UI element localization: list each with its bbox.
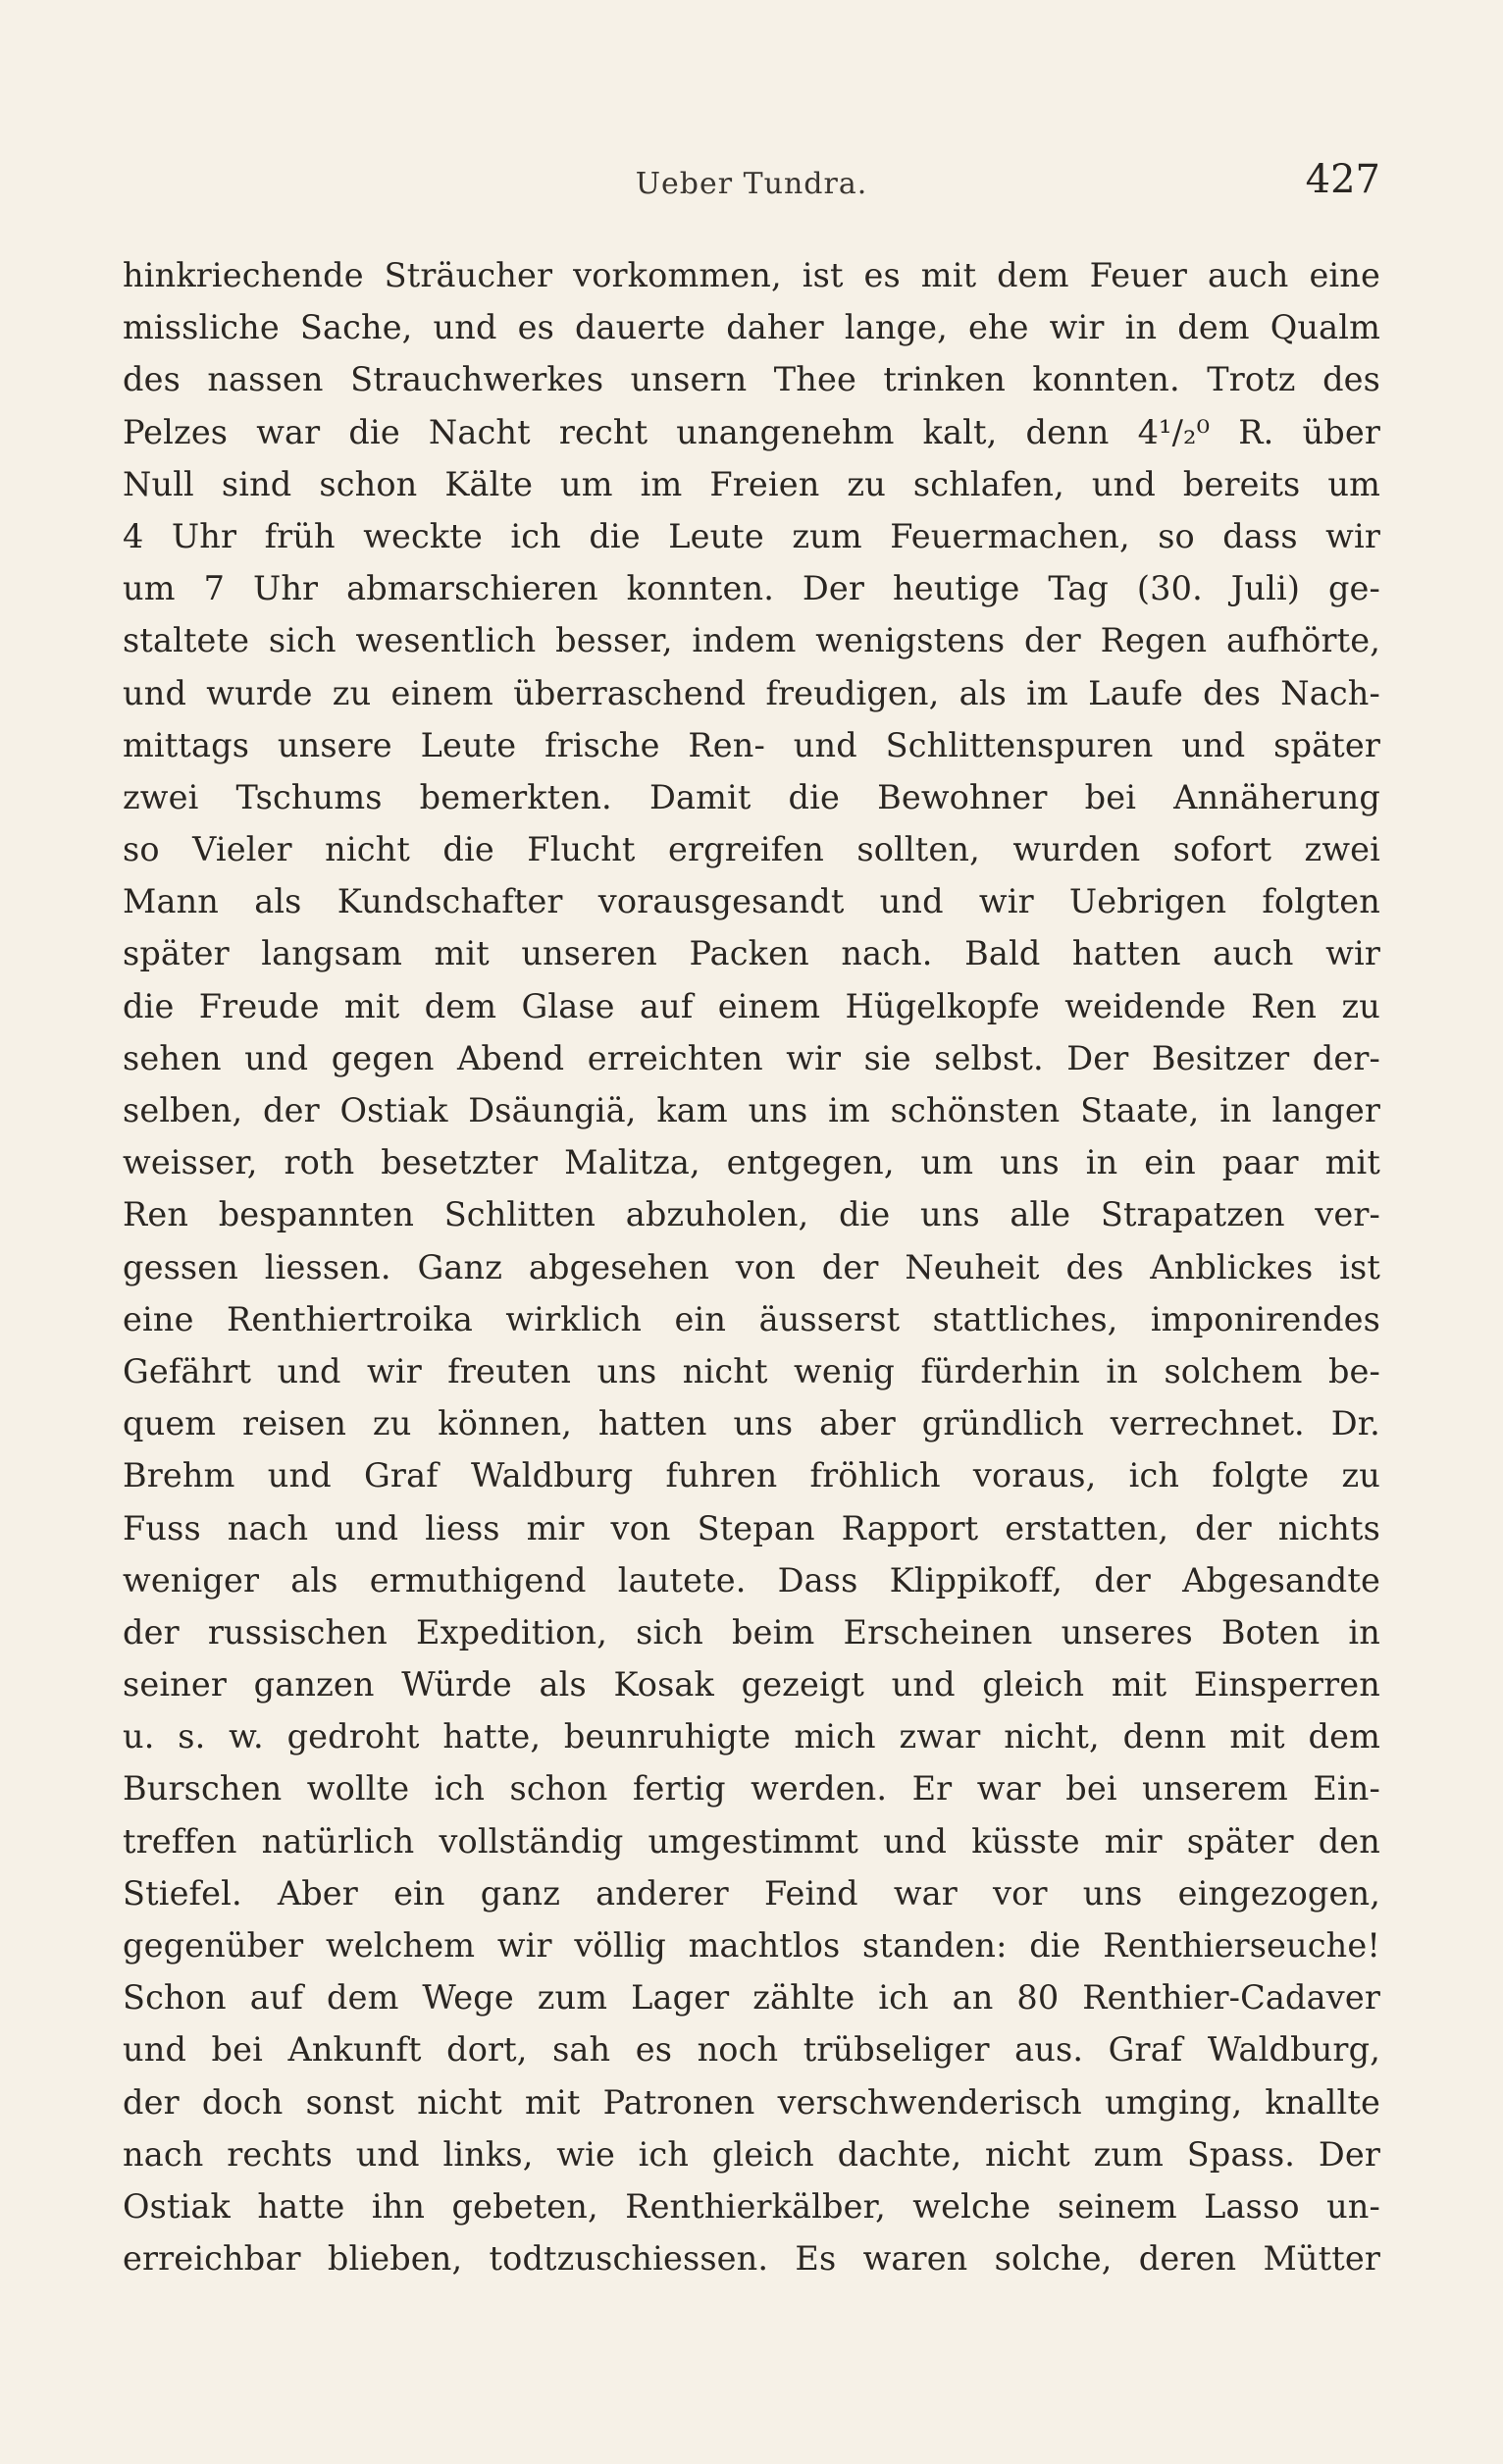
text-line: selben, der Ostiak Dsäungiä, kam uns im schönsten Staate, in langer [123, 1091, 1380, 1129]
text-line: Burschen wollte ich schon fertig werden. Er war bei unserem Ein- [123, 1769, 1380, 1809]
page-header [123, 157, 1380, 206]
text-line: gessen liessen. Ganz abgesehen von der Neuheit des Anblickes ist [123, 1247, 1380, 1286]
body-text [123, 249, 1380, 2284]
text-line: missliche Sache, und es dauerte daher lange, ehe wir in dem Qualm [123, 308, 1380, 347]
text-line: mittags unsere Leute frische Ren- und Schlittenspuren und später [123, 725, 1380, 764]
text-line: weniger als ermuthigend lautete. Dass Klippikoff, der Abgesandte [123, 1560, 1380, 1599]
page-number: 427 [1305, 157, 1380, 202]
text-line: gegenüber welchem wir völlig machtlos standen: die Renthierseuche! [123, 1926, 1380, 1965]
text-line: treffen natürlich vollständig umgestimmt und küsste mir später den [123, 1821, 1380, 1861]
text-line: nach rechts und links, wie ich gleich dachte, nicht zum Spass. Der [123, 2134, 1380, 2174]
text-line: um 7 Uhr abmarschieren konnten. Der heutige Tag (30. Juli) ge- [123, 569, 1380, 608]
text-line: u. s. w. gedroht hatte, beunruhigte mich zwar nicht, denn mit dem [123, 1717, 1380, 1756]
text-line: Ostiak hatte ihn gebeten, Renthierkälber, welche seinem Lasso un- [123, 2186, 1380, 2226]
text-line: Null sind schon Kälte um im Freien zu schlafen, und bereits um [123, 464, 1380, 503]
text-line: später langsam mit unseren Packen nach. Bald hatten auch wir [123, 934, 1380, 973]
text-line: Pelzes war die Nacht recht unangenehm kalt, denn 4¹/₂⁰ R. über [123, 412, 1380, 451]
text-line: sehen und gegen Abend erreichten wir sie selbst. Der Besitzer der- [123, 1038, 1380, 1077]
running-title: Ueber Tundra. [635, 167, 868, 201]
text-line: Mann als Kundschafter vorausgesandt und wir Uebrigen folgten [123, 882, 1380, 921]
text-line: Schon auf dem Wege zum Lager zählte ich an 80 Renthier-Cadaver [123, 1978, 1380, 2018]
text-line: der russischen Expedition, sich beim Erscheinen unseres Boten in [123, 1612, 1380, 1651]
text-line: der doch sonst nicht mit Patronen verschwenderisch umging, knallte [123, 2082, 1380, 2122]
text-line: hinkriechende Sträucher vorkommen, ist es mit dem Feuer auch eine [123, 256, 1380, 294]
text-line: quem reisen zu können, hatten uns aber gründlich verrechnet. Dr. [123, 1404, 1380, 1443]
text-line: die Freude mit dem Glase auf einem Hügelkopfe weidende Ren zu [123, 986, 1380, 1025]
text-line: seiner ganzen Würde als Kosak gezeigt und gleich mit Einsperren [123, 1665, 1380, 1704]
text-line: Gefährt und wir freuten uns nicht wenig fürderhin in solchem be- [123, 1351, 1380, 1390]
text-line: weisser, roth besetzter Malitza, entgegen, um uns in ein paar mit [123, 1143, 1380, 1182]
text-line: Fuss nach und liess mir von Stepan Rapport erstatten, der nichts [123, 1508, 1380, 1547]
text-line: zwei Tschums bemerkten. Damit die Bewohner bei Annäherung [123, 777, 1380, 816]
text-line: eine Renthiertroika wirklich ein äusserst stattliches, imponirendes [123, 1299, 1380, 1338]
text-line: des nassen Strauchwerkes unsern Thee trinken konnten. Trotz des [123, 360, 1380, 399]
text-line: Ren bespannten Schlitten abzuholen, die uns alle Strapatzen ver- [123, 1195, 1380, 1234]
text-line: erreichbar blieben, todtzuschiessen. Es waren solche, deren Mütter [123, 2239, 1380, 2279]
text-line: und bei Ankunft dort, sah es noch trübseliger aus. Graf Waldburg, [123, 2030, 1380, 2070]
text-line: und wurde zu einem überraschend freudigen, als im Laufe des Nach- [123, 673, 1380, 712]
text-line: Brehm und Graf Waldburg fuhren fröhlich voraus, ich folgte zu [123, 1456, 1380, 1495]
text-line: staltete sich wesentlich besser, indem wenigstens der Regen aufhörte, [123, 621, 1380, 660]
text-line: 4 Uhr früh weckte ich die Leute zum Feuermachen, so dass wir [123, 516, 1380, 555]
text-line: Stiefel. Aber ein ganz anderer Feind war vor uns eingezogen, [123, 1873, 1380, 1913]
text-line: so Vieler nicht die Flucht ergreifen sollten, wurden sofort zwei [123, 830, 1380, 869]
